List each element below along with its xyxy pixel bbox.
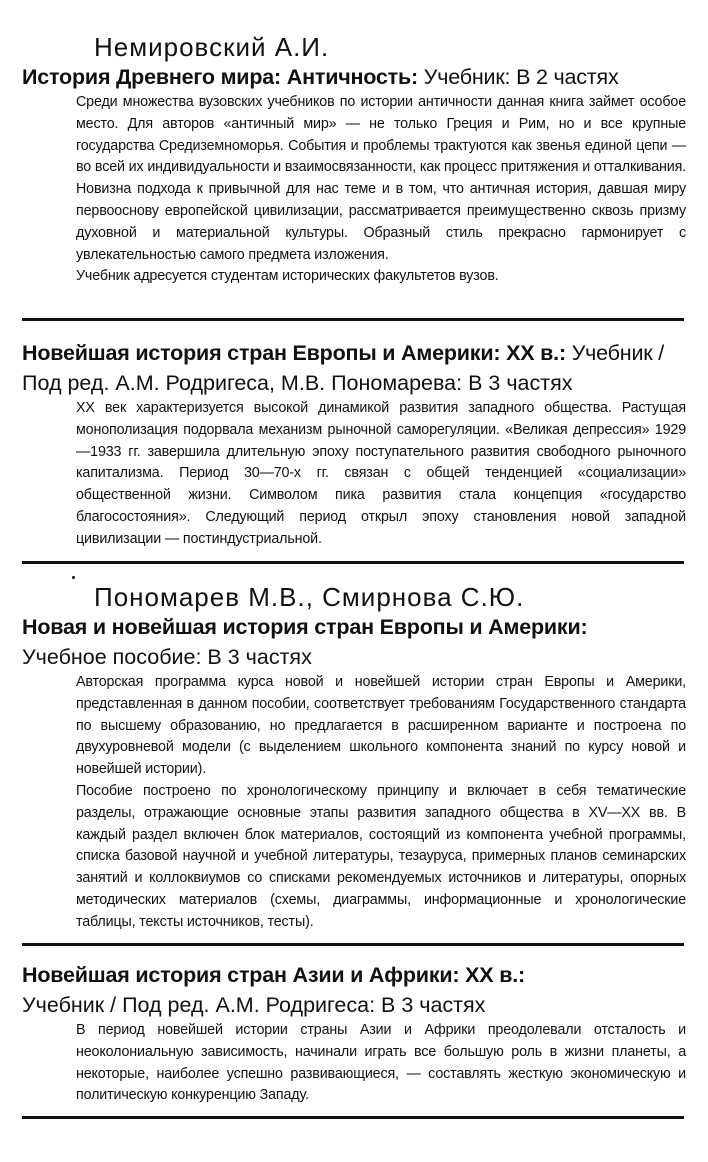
book-title [22,960,686,990]
print-speck [72,576,75,579]
description-paragraph: XX век характеризуется высокой динамикой развития западного общества. Растущая монополизация подорвала механизм рыночной саморегуляции. «Великая депрессия» 1929—1933 гг. завершила длительную эпоху поступательного развития свободного рыночного капитализма. Период 30—70-х гг. связан с общей тенденцией «социализации» общественной жизни. Символом пика развития стала концепция «государство благосостояния». Следующий период открыл эпоху становления новой западной цивилизации — постиндустриальной. [76,400,686,547]
book-subtitle: Учебник / Под ред. А.М. Родригеса: В 3 частях [22,993,486,1017]
section-divider [22,943,684,946]
book-title-rest: Учебник: В 2 частях [418,65,619,89]
book-title [22,62,686,92]
book-title [22,338,686,368]
book-description [22,1020,686,1107]
description-paragraph: Пособие построено по хронологическому принципу и включает в себя тематические разделы, отражающие основные этапы развития западного общества в XV—XX вв. В каждый раздел включен блок материалов, состоящий из компонента учебной программы, списка базовой научной и учебной литературы, тезауруса, примерных планов семинарских занятий и коллоквиумов со списками рекомендуемых источников и литературы, опорных методических материалов (схемы, диаграммы, информационные и хронологические таблицы, тексты источников, тесты). [76,782,686,930]
book-entry-ancient-history [22,32,686,288]
book-description [22,92,686,288]
book-entry-europe-america-20c [22,338,686,551]
section-divider [22,318,684,321]
book-description [22,398,686,551]
book-title-rest: Учебник / [565,341,665,365]
description-paragraph: Учебник адресуется студентам исторических факультетов вузов. [76,268,499,285]
book-description [22,672,686,934]
description-paragraph: Среди множества вузовских учебников по истории античности данная книга займет особое место. Для авторов «античный мир» — не только Греция и Рим, но и все крупные государства Средиземноморья. События и проблемы трактуются как звенья единой цепи — во всей их индивидуальности и взаимосвязанности, как процесс притяжения и отталкивания. Новизна подхода к привычной для нас теме и в том, что античная история, давшая миру первооснову европейской цивилизации, рассматривается преимущественно сквозь призму духовной и материальной культуры. Образный стиль прекрасно гармонирует с увлекательностью самого предмета изложения. [76,94,686,263]
book-subtitle: Под ред. А.М. Родригеса, М.В. Пономарева: В 3 частях [22,371,573,395]
description-paragraph: В период новейшей истории страны Азии и Африки преодолевали отсталость и неоколониальную зависимость, начинали играть все большую роль в жизни планеты, а некоторые, наиболее успешно развивающиеся, — составлять жесткую экономическую и политическую конкуренцию Западу. [76,1022,686,1104]
description-paragraph: Авторская программа курса новой и новейшей истории стран Европы и Америки, представленная в данном пособии, соответствует требованиям Государственного стандарта по высшему образованию, но предлагается в расширенном варианте и построена по двухуровневой модели (с выделением школьного компонента знаний по курсу новой и новейшей истории). [76,674,686,778]
book-entry-modern-history [22,582,686,934]
book-entry-asia-africa [22,960,686,1107]
section-divider [22,1116,684,1119]
book-title-bold: Новейшая история стран Европы и Америки: XX в.: [22,341,566,365]
book-title-bold: История Древнего мира: Античность: [22,65,418,89]
book-title-bold: Новейшая история стран Азии и Африки: XX в.: [22,963,525,987]
book-author: Пономарев М.В., Смирнова С.Ю. [94,582,525,612]
book-author: Немировский А.И. [94,32,330,62]
book-title-bold: Новая и новейшая история стран Европы и Америки: [22,615,588,639]
book-subtitle: Учебное пособие: В 3 частях [22,645,312,669]
section-divider [22,561,684,564]
book-title [22,612,686,642]
